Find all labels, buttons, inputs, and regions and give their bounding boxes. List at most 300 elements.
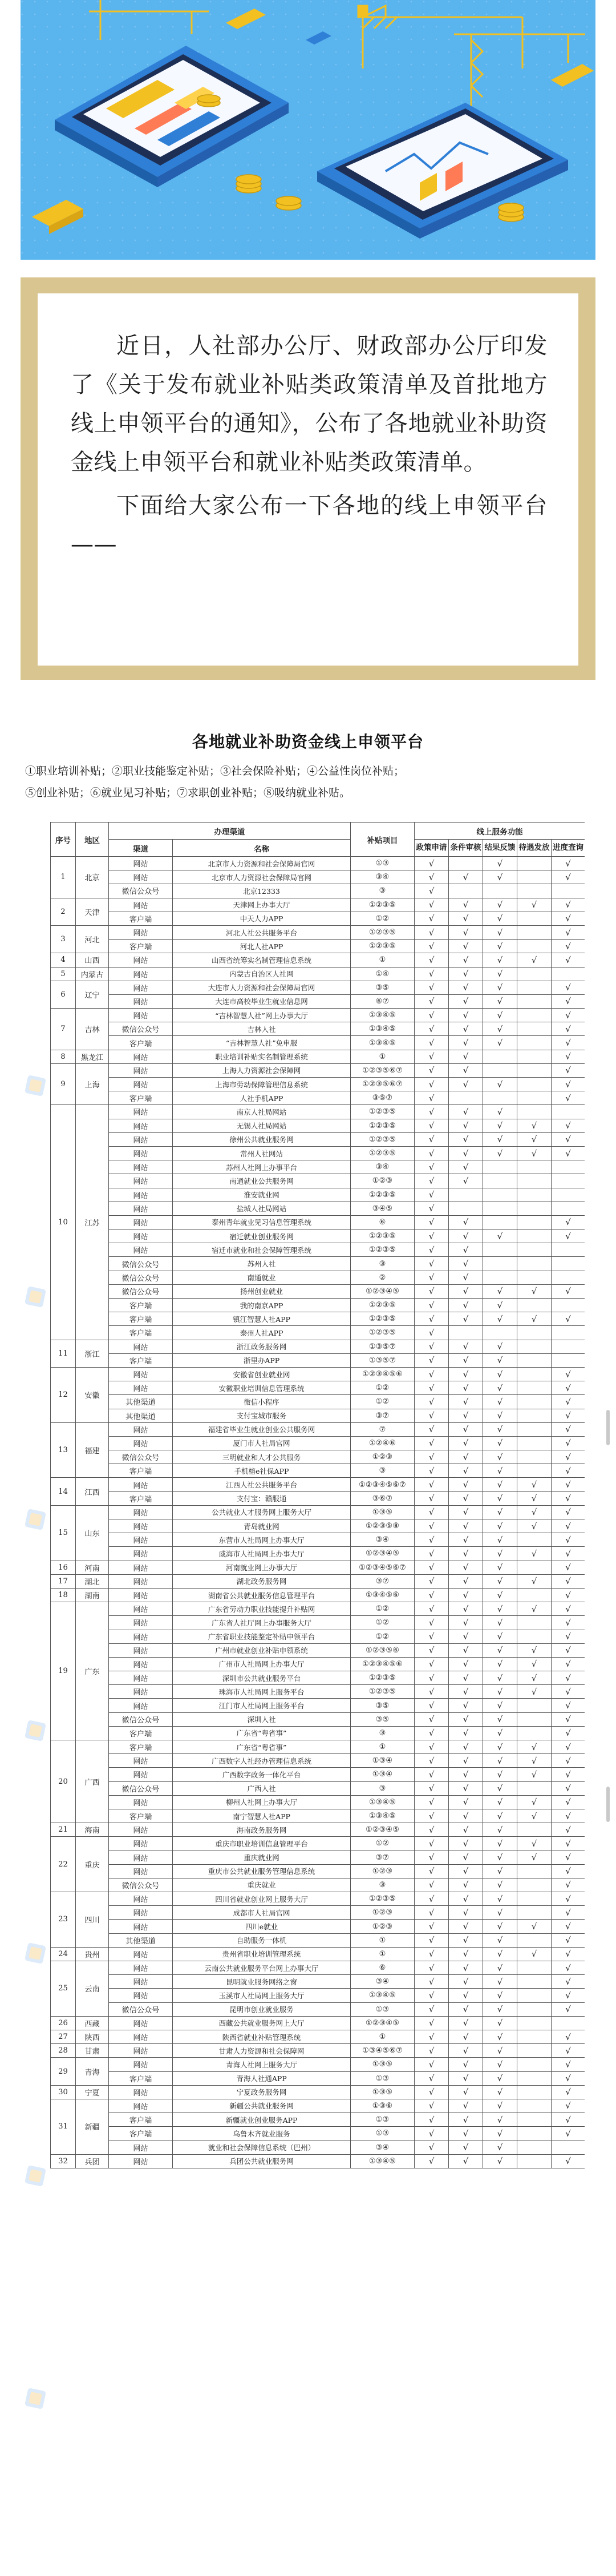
cell-f4 [517,1616,552,1630]
cell-f4: √ [517,1754,552,1768]
table-row [51,1436,585,1450]
table-row [51,1326,585,1340]
cell-f2: √ [449,1837,483,1851]
cell-f2 [449,857,483,870]
cell-f1: √ [415,2127,449,2140]
cell-f5: √ [552,1478,585,1491]
cell-name: 扬州创业就业 [173,1284,351,1298]
cell-f3: √ [483,2099,517,2113]
cell-f5: √ [552,870,585,884]
cell-items: ⑥ [351,1215,415,1229]
cell-f3: √ [483,1229,517,1243]
table-row [51,2002,585,2016]
cell-f2: √ [449,1740,483,1754]
cell-f1: √ [415,1878,449,1892]
cell-f1: √ [415,2002,449,2016]
cell-f4 [517,2071,552,2085]
cell-channel: 网站 [109,2058,173,2071]
cell-f5: √ [552,1547,585,1561]
cell-f2: √ [449,1533,483,1547]
table-row [51,2071,585,2085]
cell-f3: √ [483,1961,517,1975]
cell-f4 [517,1243,552,1257]
cell-name: 海南政务服务网 [173,1823,351,1837]
cell-f4: √ [517,1657,552,1671]
cell-channel: 客户端 [109,940,173,953]
cell-f5: √ [552,1464,585,1478]
cell-items: ①④ [351,967,415,981]
table-row [51,1464,585,1478]
cell-f4 [517,1036,552,1050]
cell-f5: √ [552,1050,585,1063]
cell-f4 [517,1864,552,1878]
cell-channel: 客户端 [109,1091,173,1105]
table-row [51,1395,585,1409]
cell-f2: √ [449,1892,483,1906]
cell-f1: √ [415,1050,449,1063]
cell-channel: 网站 [109,1837,173,1851]
cell-f3: √ [483,870,517,884]
table-row [51,1519,585,1533]
cell-f2: √ [449,1146,483,1160]
cell-f2: √ [449,967,483,981]
cell-f5: √ [552,1961,585,1975]
cell-f5: √ [552,1215,585,1229]
cell-f4 [517,870,552,884]
cell-f3: √ [483,2030,517,2043]
cell-f3: √ [483,1947,517,1961]
cell-items: ①②③⑤ [351,1146,415,1160]
cell-f5: √ [552,1975,585,1989]
cell-f2: √ [449,1478,483,1491]
cell-channel: 网站 [109,1422,173,1436]
cell-f2: √ [449,2071,483,2085]
cell-channel: 微信公众号 [109,1284,173,1298]
cell-f2: √ [449,940,483,953]
cell-f2: √ [449,1353,483,1367]
cell-items: ③⑦ [351,1409,415,1422]
cell-f5: √ [552,1809,585,1823]
cell-f3 [483,1063,517,1077]
cell-f2: √ [449,1920,483,1933]
cell-f5 [552,1160,585,1174]
cell-f3: √ [483,1712,517,1726]
cell-f1: √ [415,1712,449,1726]
cell-f5 [552,1271,585,1284]
cell-f5: √ [552,2071,585,2085]
cell-f1: √ [415,1588,449,1602]
cell-f5 [552,1353,585,1367]
cell-f1: √ [415,994,449,1008]
cell-channel: 网站 [109,1906,173,1920]
cell-name: 河北人社APP [173,940,351,953]
cell-seq: 10 [51,1105,76,1340]
cell-items: ①②③④⑤ [351,1823,415,1837]
cell-items: ① [351,1933,415,1947]
cell-items: ⑥ [351,1961,415,1975]
cell-items: ①②③⑤ [351,1119,415,1132]
cell-channel: 网站 [109,1478,173,1491]
table-row [51,1685,585,1699]
cell-channel: 网站 [109,953,173,967]
cell-f4 [517,940,552,953]
cell-items: ①②③ [351,1920,415,1933]
header-seq: 序号 [51,823,76,857]
cell-f1: √ [415,1188,449,1202]
cell-f5: √ [552,2085,585,2099]
cell-f4 [517,1063,552,1077]
cell-channel: 网站 [109,1202,173,1215]
cell-f4 [517,1188,552,1202]
cell-f4 [517,1009,552,1022]
table-row [51,1616,585,1630]
cell-f1: √ [415,1602,449,1616]
cell-seq: 28 [51,2044,76,2058]
cell-items: ①②③④⑤ [351,2016,415,2030]
cell-f3: √ [483,1768,517,1781]
cell-f3: √ [483,1989,517,2002]
cell-name: 人社手机APP [173,1091,351,1105]
cell-channel: 客户端 [109,1326,173,1340]
table-row [51,1119,585,1132]
cell-f5: √ [552,1450,585,1464]
cell-items: ③④ [351,1975,415,1989]
cell-f5: √ [552,1146,585,1160]
cell-f4: √ [517,1685,552,1699]
cell-channel: 网站 [109,1602,173,1616]
cell-f4 [517,1091,552,1105]
cell-items: ①②③④⑤⑥ [351,1657,415,1671]
cell-name: 甘肃人力资源和社会保障网 [173,2044,351,2058]
cell-seq: 31 [51,2099,76,2154]
cell-region: 江苏 [76,1105,109,1340]
cell-region: 北京 [76,857,109,898]
cell-channel: 网站 [109,1519,173,1533]
cell-name: 南京人社局网站 [173,1105,351,1119]
cell-channel: 网站 [109,1685,173,1699]
cell-channel: 网站 [109,1243,173,1257]
header-f1: 政策申请 [415,840,449,857]
cell-channel: 网站 [109,1643,173,1657]
cell-f1: √ [415,1022,449,1036]
cell-channel: 网站 [109,857,173,870]
cell-f3: √ [483,1781,517,1795]
table-row [51,2058,585,2071]
table-row [51,1353,585,1367]
table-row [51,2030,585,2043]
cell-f2: √ [449,1906,483,1920]
cell-seq: 12 [51,1367,76,1422]
cell-f3: √ [483,2085,517,2099]
hero-illustration [21,0,595,260]
table-row [51,1257,585,1271]
cell-f1: √ [415,1119,449,1132]
cell-f1: √ [415,967,449,981]
cell-f5: √ [552,1022,585,1036]
cell-name: 上海市劳动保障管理信息系统 [173,1078,351,1091]
cell-region: 甘肃 [76,2044,109,2058]
cell-f3: √ [483,1685,517,1699]
cell-f2: √ [449,1795,483,1809]
cell-f3: √ [483,1036,517,1050]
cell-channel: 网站 [109,898,173,912]
cell-items: ①② [351,912,415,925]
cell-f4: √ [517,1491,552,1505]
cell-f4: √ [517,1740,552,1754]
cell-name: 内蒙古自治区人社网 [173,967,351,981]
cell-items: ③④ [351,2140,415,2154]
cell-items: ② [351,1271,415,1284]
cell-f2: √ [449,1422,483,1436]
cell-f1: √ [415,1699,449,1712]
cell-channel: 网站 [109,1381,173,1395]
cell-f5: √ [552,1036,585,1050]
cell-f4 [517,2113,552,2127]
cell-items: ①②③⑤ [351,1188,415,1202]
cell-name: 北京市人力资源社会保障局官网 [173,870,351,884]
watermark-logo-icon [23,1941,48,1966]
cell-f1: √ [415,2154,449,2168]
header-f4: 待遇发放 [517,840,552,857]
cell-name: 重庆市职业培训信息管理平台 [173,1837,351,1851]
cell-items: ①②③ [351,1864,415,1878]
cell-channel: 网站 [109,925,173,939]
cell-f2: √ [449,1630,483,1643]
watermark-logo-icon [23,1507,48,1532]
cell-channel: 微信公众号 [109,1781,173,1795]
cell-f5: √ [552,912,585,925]
cell-f5: √ [552,1920,585,1933]
cell-channel: 网站 [109,1119,173,1132]
cell-name: 大连市高校毕业生就业信息网 [173,994,351,1008]
cell-f2: √ [449,2030,483,2043]
cell-f3: √ [483,1519,517,1533]
cell-region: 青海 [76,2058,109,2085]
cell-channel: 客户端 [109,1464,173,1478]
cell-f5: √ [552,1491,585,1505]
cell-seq: 7 [51,1009,76,1050]
cell-f5: √ [552,1009,585,1022]
cell-f4: √ [517,1505,552,1519]
table-row [51,1050,585,1063]
cell-items: ①②③ [351,1450,415,1464]
cell-f3: √ [483,1078,517,1091]
table-row [51,1450,585,1464]
table-row [51,1160,585,1174]
table-row [51,1699,585,1712]
cell-f5: √ [552,1533,585,1547]
table-row [51,1740,585,1754]
cell-items: ③⑤ [351,1699,415,1712]
table-row [51,912,585,925]
cell-name: 厦门市人社局官网 [173,1436,351,1450]
cell-f4 [517,2099,552,2113]
cell-f5: √ [552,2154,585,2168]
cell-region: 湖北 [76,1574,109,1588]
cell-f3: √ [483,953,517,967]
cell-seq: 23 [51,1892,76,1948]
cell-f2 [449,884,483,898]
cell-f2: √ [449,2058,483,2071]
cell-f4: √ [517,1146,552,1160]
cell-items: ①②③⑤ [351,1132,415,1146]
cell-f4 [517,2044,552,2058]
intro-text-box [38,293,578,666]
cell-f3 [483,1091,517,1105]
cell-name: 北京12333 [173,884,351,898]
table-row [51,1588,585,1602]
cell-channel: 网站 [109,1505,173,1519]
cell-f2: √ [449,1284,483,1298]
cell-f1: √ [415,953,449,967]
cell-f4: √ [517,1851,552,1864]
cell-f3: √ [483,967,517,981]
cell-channel: 客户端 [109,2071,173,2085]
cell-region: 四川 [76,1892,109,1948]
cell-f4 [517,1989,552,2002]
watermark-logo-icon [23,1284,48,1309]
cell-items: ①②③⑤ [351,1299,415,1312]
cell-f2: √ [449,2127,483,2140]
cell-channel: 客户端 [109,2127,173,2140]
table-row [51,1215,585,1229]
table-row [51,1809,585,1823]
cell-f2: √ [449,1464,483,1478]
cell-channel: 客户端 [109,1809,173,1823]
cell-f5: √ [552,953,585,967]
cell-f3: √ [483,1464,517,1478]
cell-seq: 19 [51,1602,76,1740]
cell-items: ①③ [351,2127,415,2140]
table-row [51,1188,585,1202]
cell-channel: 微信公众号 [109,1450,173,1464]
cell-f4: √ [517,1284,552,1298]
cell-f2 [449,1188,483,1202]
cell-f3: √ [483,1436,517,1450]
cell-f1: √ [415,1795,449,1809]
cell-f3: √ [483,1851,517,1864]
cell-f5 [552,1326,585,1340]
cell-f1: √ [415,1340,449,1353]
cell-f5: √ [552,898,585,912]
cell-channel: 客户端 [109,1312,173,1326]
table-row [51,1132,585,1146]
cell-f1: √ [415,1768,449,1781]
table-row [51,1312,585,1326]
table-row [51,884,585,898]
cell-f1: √ [415,1271,449,1284]
cell-f4 [517,1229,552,1243]
header-channel: 渠道 [109,840,173,857]
cell-f1: √ [415,1132,449,1146]
table-row [51,1491,585,1505]
cell-f1: √ [415,1947,449,1961]
cell-f1: √ [415,2099,449,2113]
cell-f5: √ [552,1091,585,1105]
table-row [51,1947,585,1961]
cell-items: ①②③⑤⑥⑦ [351,1078,415,1091]
cell-items: ①② [351,1616,415,1630]
table-row [51,2154,585,2168]
cell-items: ① [351,1947,415,1961]
cell-f2: √ [449,925,483,939]
cell-f3: √ [483,1561,517,1574]
cell-channel: 网站 [109,1864,173,1878]
scroll-indicator-2 [606,1787,610,1822]
cell-channel: 网站 [109,1547,173,1561]
cell-channel: 客户端 [109,2113,173,2127]
cell-f1: √ [415,1961,449,1975]
cell-region: 浙江 [76,1340,109,1367]
cell-channel: 网站 [109,1920,173,1933]
cell-name: 广西数字政务一体化平台 [173,1768,351,1781]
cell-f1: √ [415,2113,449,2127]
cell-f2: √ [449,1340,483,1353]
cell-f4 [517,1933,552,1947]
cell-f1: √ [415,1519,449,1533]
cell-f2: √ [449,1436,483,1450]
cell-seq: 29 [51,2058,76,2085]
cell-name: 重庆市公共就业服务管理信息系统 [173,1864,351,1878]
cell-f4 [517,1271,552,1284]
cell-channel: 网站 [109,1671,173,1685]
cell-f1: √ [415,1367,449,1381]
cell-f3: √ [483,857,517,870]
table-row [51,1754,585,1768]
cell-f1: √ [415,1754,449,1768]
cell-f4 [517,1409,552,1422]
table-row [51,1602,585,1616]
legend-line-2: ⑤创业补贴；⑥就业见习补贴；⑦求职创业补贴；⑧吸纳就业补贴。 [25,787,351,799]
cell-f1: √ [415,2071,449,2085]
cell-f3: √ [483,1837,517,1851]
cell-channel: 网站 [109,1588,173,1602]
cell-name: 广东省“粤省事” [173,1740,351,1754]
cell-f3: √ [483,2127,517,2140]
table-row [51,1671,585,1685]
cell-seq: 5 [51,967,76,981]
cell-f3 [483,1174,517,1188]
table-row [51,2127,585,2140]
table-row [51,2016,585,2030]
cell-f2: √ [449,1602,483,1616]
cell-f3: √ [483,925,517,939]
cell-region: 云南 [76,1961,109,2017]
cell-items: ①②③ [351,1906,415,1920]
cell-f3: √ [483,2140,517,2154]
cell-region: 新疆 [76,2099,109,2154]
platform-table-body [51,857,585,2168]
cell-name: 上海人力资源社会保障网 [173,1063,351,1077]
cell-f5: √ [552,981,585,994]
cell-items: ①② [351,1395,415,1409]
cell-f4 [517,1340,552,1353]
cell-f4 [517,1436,552,1450]
cell-f3: √ [483,1422,517,1436]
cell-name: 安徽省创业就业网 [173,1367,351,1381]
cell-f1: √ [415,1009,449,1022]
cell-channel: 网站 [109,1947,173,1961]
cell-channel: 客户端 [109,1299,173,1312]
hero-graphic [21,0,595,260]
cell-f1: √ [415,1478,449,1491]
table-row [51,1547,585,1561]
cell-f3: √ [483,1367,517,1381]
cell-name: “吉林智慧人社”网上办事大厅 [173,1009,351,1022]
table-row [51,898,585,912]
cell-f2: √ [449,953,483,967]
cell-f2: √ [449,1864,483,1878]
